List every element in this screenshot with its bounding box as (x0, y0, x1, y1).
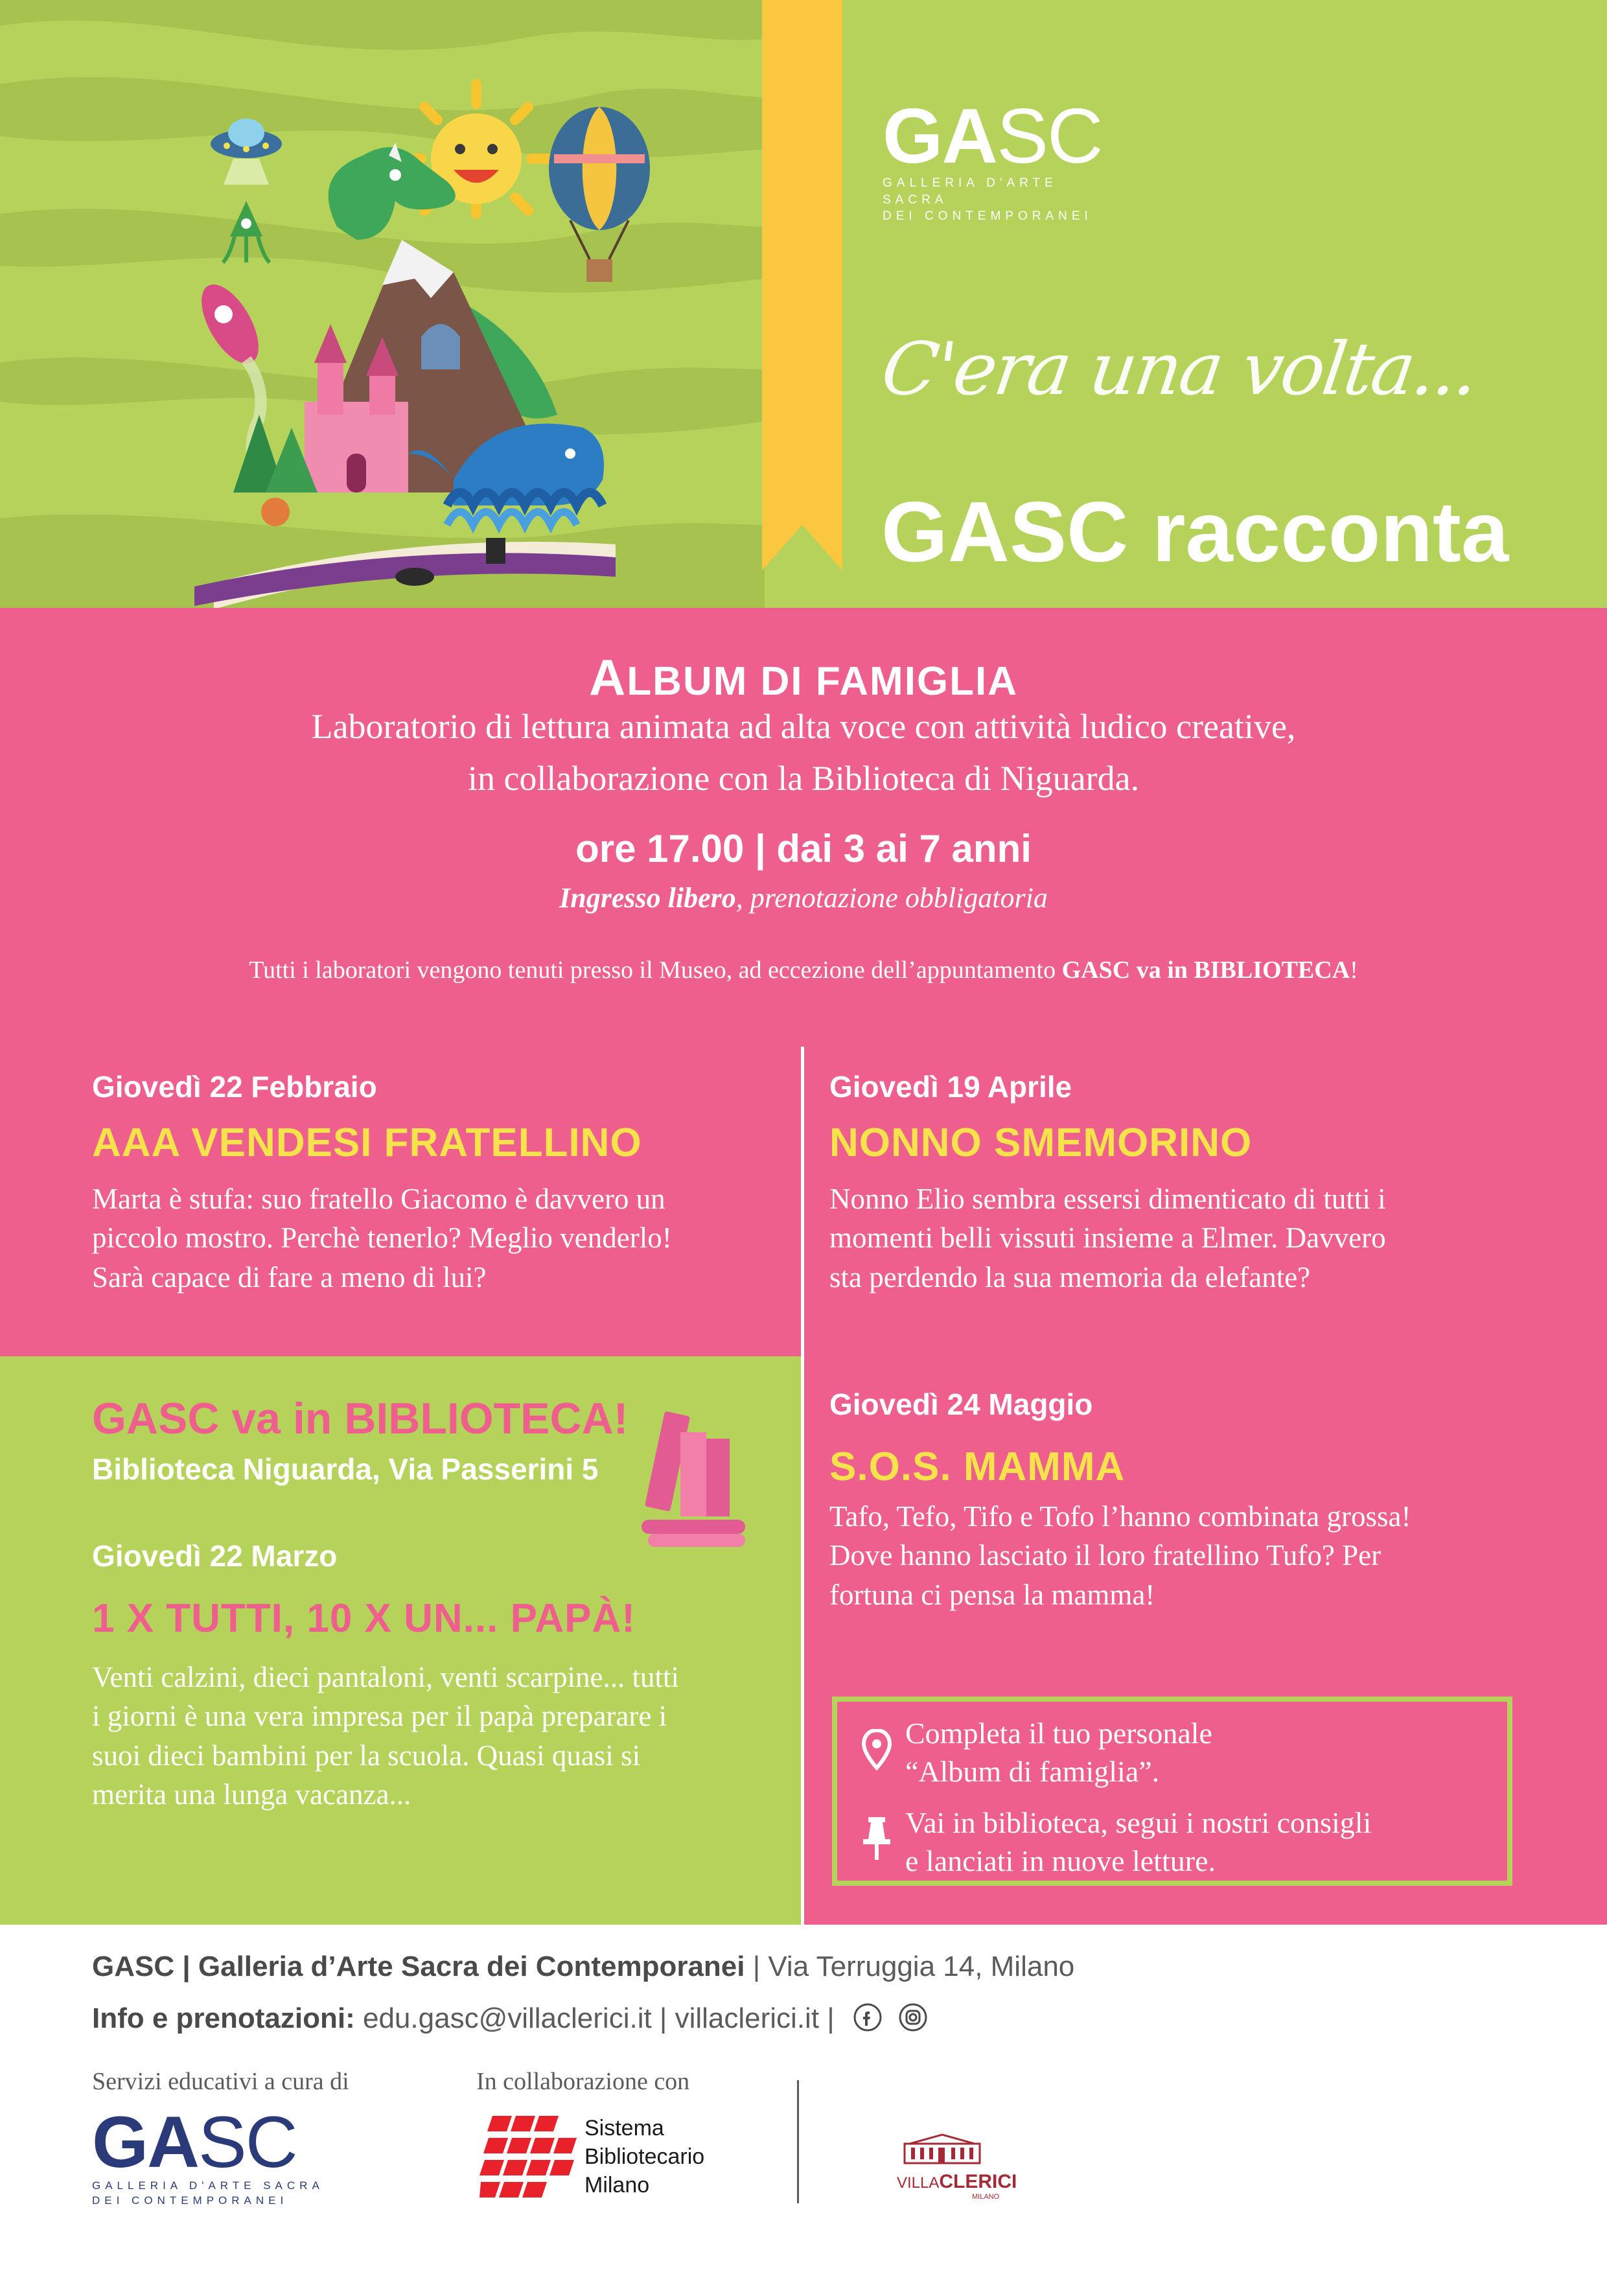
footer-divider (797, 2080, 799, 2203)
logo-word-sc: SC (198, 2102, 297, 2183)
entry-booking: , prenotazione obbligatoria (735, 882, 1048, 914)
desc-line: fortuna ci pensa la mamma! (829, 1578, 1155, 1611)
footer-info-links[interactable]: edu.gasc@villaclerici.it | villaclerici.it | (354, 2002, 835, 2034)
location-note (0, 956, 1607, 984)
tip-library (905, 1804, 1371, 1881)
event-date: Giovedì 19 Aprile (829, 1070, 1072, 1104)
album-title (0, 648, 1607, 707)
album-title-rest: LBUM DI FAMIGLIA (627, 659, 1019, 704)
library-address: Biblioteca Niguarda, Via Passerini 5 (92, 1452, 599, 1486)
album-title-initial: A (588, 649, 627, 706)
desc-line: Sarà capace di fare a meno di lui? (92, 1260, 487, 1293)
event-date: Giovedì 24 Maggio (829, 1387, 1093, 1421)
note-text: Tutti i laboratori vengono tenuti presso il Museo, ad eccezione dell’appuntamento (249, 957, 1062, 984)
tip-album (905, 1715, 1212, 1791)
tip-line: Vai in biblioteca, segui i nostri consigli (905, 1806, 1372, 1839)
services-label: Servizi educativi a cura di (92, 2068, 349, 2095)
fox-icon (261, 498, 290, 526)
facebook-icon[interactable] (853, 2002, 883, 2032)
gasc-logo (883, 93, 1129, 225)
villa-clerici-text (897, 2171, 1017, 2193)
desc-line: Venti calzini, dieci pantaloni, venti scarpine... tutti (92, 1661, 679, 1693)
logo-word-sc: SC (997, 93, 1102, 180)
library-event-date: Giovedì 22 Marzo (92, 1539, 338, 1573)
page-title: GASC racconta (881, 484, 1509, 579)
logo-subtitle-line1: GALLERIA D'ARTE SACRA (92, 2179, 324, 2192)
footer-info-label: Info e prenotazioni: (92, 2002, 355, 2034)
library-event-description (92, 1658, 792, 1814)
tagline: C'era una volta... (876, 327, 1483, 412)
desc-line: Dove hanno lasciato il loro fratellino Tufo? Per (829, 1539, 1382, 1572)
instagram-icon[interactable] (898, 2002, 928, 2032)
hero-banner (0, 0, 1607, 608)
note-bold: GASC va in BIBLIOTECA (1061, 957, 1350, 984)
desc-line: suoi dieci bambini per la scuola. Quasi quasi si (92, 1739, 641, 1772)
villa-clerici-city: MILANO (972, 2193, 1000, 2201)
desc-line: i giorni è una vera impresa per il papà preparare i (92, 1700, 667, 1733)
intro-line-1: Laboratorio di lettura animata ad alta voce con attività ludico creative, (311, 707, 1296, 746)
pushpin-icon (861, 1816, 893, 1861)
footer-organization (92, 1951, 1074, 1983)
logo-word-ga: GA (92, 2102, 198, 2183)
logo-subtitle-line1: GALLERIA D'ARTE SACRA (883, 176, 1058, 207)
collaboration-label: In collaborazione con (476, 2068, 690, 2095)
monster-icon (421, 324, 460, 369)
desc-line: Tafo, Tefo, Tifo e Tofo l’hanno combinata grossa! (829, 1500, 1411, 1533)
event-title: AAA VENDESI FRATELLINO (92, 1120, 642, 1165)
entry-info (0, 881, 1607, 914)
tip-line: “Album di famiglia”. (905, 1754, 1160, 1788)
desc-line: sta perdendo la sua memoria da elefante? (829, 1260, 1311, 1293)
entry-free: Ingresso libero (559, 882, 736, 914)
gasc-logo-footer (92, 2102, 324, 2209)
bookmark-ribbon (762, 0, 842, 570)
library-title: GASC va in BIBLIOTECA! (92, 1394, 629, 1443)
footer-contacts (92, 2002, 835, 2035)
villa-word: CLERICI (939, 2171, 1017, 2192)
column-divider (801, 1047, 804, 1925)
footer-org-name: GASC | Galleria d’Arte Sacra dei Contemporanei (92, 1951, 745, 1982)
villa-word: VILLA (897, 2174, 940, 2192)
library-event-title: 1 X TUTTI, 10 X UN... PAPÀ! (92, 1596, 636, 1641)
tip-line: e lanciati in nuove letture. (905, 1844, 1216, 1877)
sbm-line: Milano (584, 2173, 650, 2198)
villa-clerici-icon (897, 2132, 988, 2171)
event-title: NONNO SMEMORINO (829, 1120, 1253, 1165)
desc-line: Marta è stufa: suo fratello Giacomo è davvero un (92, 1183, 665, 1215)
note-end: ! (1350, 957, 1358, 984)
event-title: S.O.S. MAMMA (829, 1444, 1126, 1489)
map-pin-icon (862, 1729, 892, 1770)
reading-tips-box (832, 1697, 1512, 1886)
tip-line: Completa il tuo personale (905, 1717, 1212, 1750)
logo-subtitle-line2: DEI CONTEMPORANEI (92, 2194, 288, 2207)
sbm-logo-icon (480, 2116, 577, 2200)
logo-subtitle-line2: DEI CONTEMPORANEI (883, 209, 1093, 224)
sbm-line: Bibliotecario (584, 2144, 705, 2170)
desc-line: merita una lunga vacanza... (92, 1778, 411, 1811)
event-description (829, 1497, 1588, 1614)
event-description (92, 1179, 779, 1297)
desc-line: Nonno Elio sembra essersi dimenticato di tutti i (829, 1183, 1386, 1215)
books-icon (635, 1406, 752, 1549)
desc-line: piccolo mostro. Perchè tenerlo? Meglio venderlo! (92, 1222, 672, 1255)
footer-address: | Via Terruggia 14, Milano (745, 1951, 1075, 1982)
sbm-logo-text (584, 2114, 704, 2200)
event-description (829, 1179, 1581, 1297)
hero-illustration (0, 0, 765, 608)
desc-line: momenti belli vissuti insieme a Elmer. Davvero (829, 1222, 1386, 1255)
event-date: Giovedì 22 Febbraio (92, 1070, 377, 1104)
event-hours: ore 17.00 | dai 3 ai 7 anni (575, 827, 1032, 870)
intro-line-2: in collaborazione con la Biblioteca di Niguarda. (467, 759, 1140, 798)
sbm-line: Sistema (584, 2116, 664, 2140)
logo-word-ga: GA (883, 93, 997, 180)
